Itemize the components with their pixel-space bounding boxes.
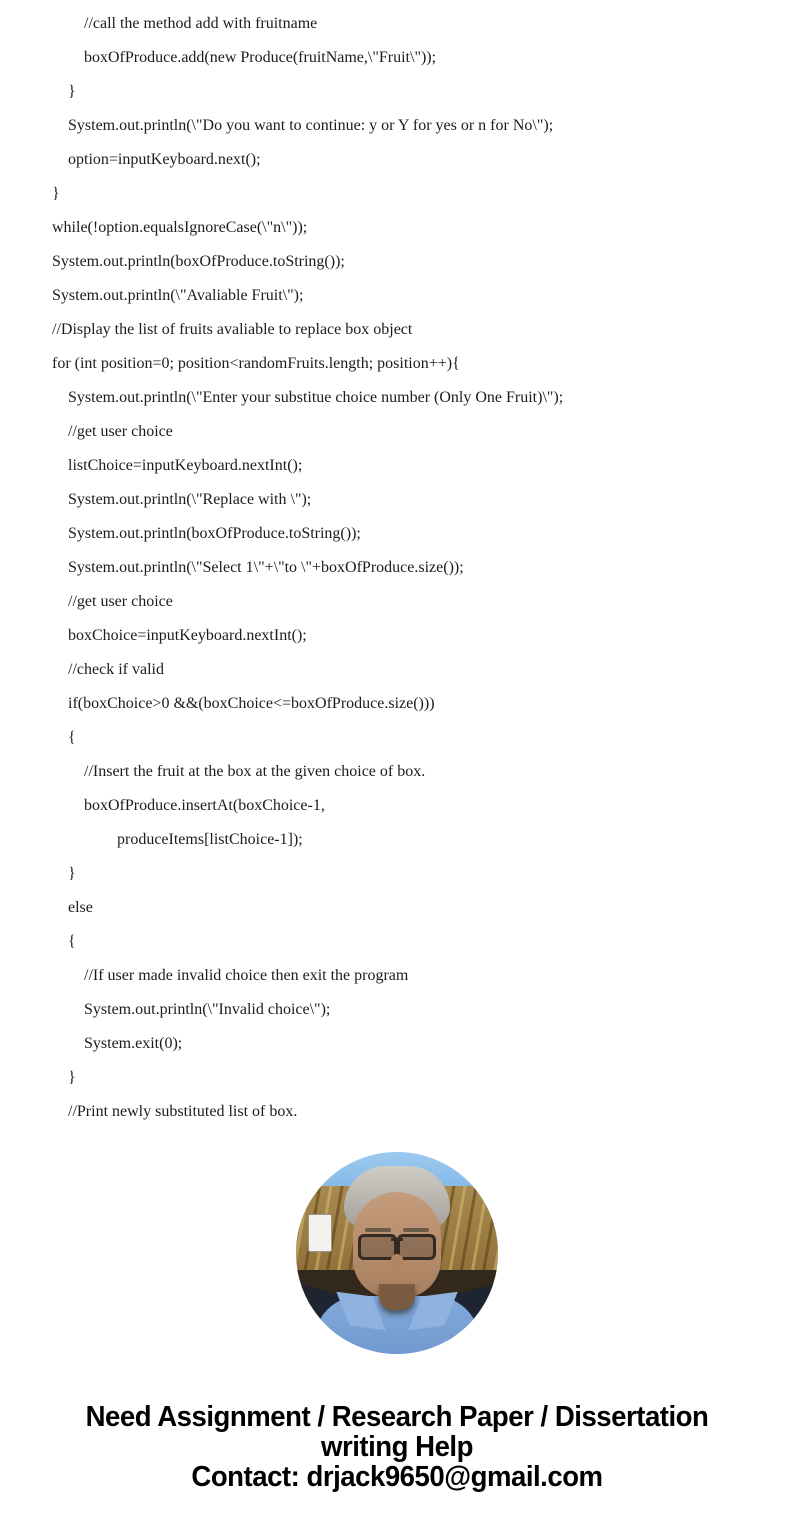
avatar-eyebrow-right xyxy=(403,1228,429,1232)
footer-line-1: Need Assignment / Research Paper / Dissertation xyxy=(85,1401,709,1433)
code-line: } xyxy=(52,185,60,202)
code-document xyxy=(0,7,794,1129)
footer-line-2: writing Help xyxy=(321,1431,473,1463)
code-line: listChoice=inputKeyboard.nextInt(); xyxy=(68,457,303,474)
code-line: boxChoice=inputKeyboard.nextInt(); xyxy=(68,627,307,644)
code-line: //If user made invalid choice then exit the program xyxy=(84,967,409,984)
code-line: //get user choice xyxy=(68,423,173,440)
code-line: //get user choice xyxy=(68,593,173,610)
code-line: //check if valid xyxy=(68,661,164,678)
code-line: //Print newly substituted list of box. xyxy=(68,1103,298,1120)
code-line: System.out.println(\"Invalid choice\"); xyxy=(84,1001,331,1018)
code-line: System.out.println(\"Select 1\"+\"to \"+boxOfProduce.size()); xyxy=(68,559,464,576)
code-line: //Insert the fruit at the box at the given choice of box. xyxy=(84,763,426,780)
code-line: } xyxy=(68,83,76,100)
code-line: boxOfProduce.add(new Produce(fruitName,\"Fruit\")); xyxy=(84,49,437,66)
code-line: produceItems[listChoice-1]); xyxy=(117,831,303,848)
code-line: //Display the list of fruits avaliable to replace box object xyxy=(52,321,413,338)
avatar-glasses-bridge xyxy=(391,1238,403,1241)
code-line: //call the method add with fruitname xyxy=(84,15,318,32)
footer-line-3: Contact: drjack9650@gmail.com xyxy=(191,1461,603,1493)
code-line: { xyxy=(68,729,76,746)
code-line: for (int position=0; position<randomFruits.length; position++){ xyxy=(52,355,460,372)
code-line: if(boxChoice>0 &&(boxChoice<=boxOfProduce.size())) xyxy=(68,695,435,712)
code-line: } xyxy=(68,865,76,882)
code-line: System.out.println(\"Do you want to continue: y or Y for yes or n for No\"); xyxy=(68,117,554,134)
code-line: System.out.println(\"Avaliable Fruit\"); xyxy=(52,287,304,304)
code-line: while(!option.equalsIgnoreCase(\"n\")); xyxy=(52,219,308,236)
code-line: { xyxy=(68,933,76,950)
code-line: boxOfProduce.insertAt(boxChoice-1, xyxy=(84,797,325,814)
code-line: System.out.println(boxOfProduce.toString()); xyxy=(68,525,361,542)
code-line: System.exit(0); xyxy=(84,1035,183,1052)
avatar-switch-plate xyxy=(308,1214,332,1252)
footer-ad xyxy=(20,1402,774,1492)
code-line: } xyxy=(68,1069,76,1086)
avatar-nose xyxy=(391,1254,403,1276)
code-line: option=inputKeyboard.next(); xyxy=(68,151,261,168)
avatar-face xyxy=(353,1192,441,1298)
code-line: System.out.println(boxOfProduce.toString()); xyxy=(52,253,345,270)
presenter-avatar xyxy=(296,1152,498,1354)
code-line: else xyxy=(68,899,93,916)
avatar-eyebrow-left xyxy=(365,1228,391,1232)
code-line: System.out.println(\"Enter your substitue choice number (Only One Fruit)\"); xyxy=(68,389,564,406)
avatar-glasses xyxy=(358,1234,436,1256)
avatar-neck xyxy=(379,1284,415,1310)
code-line: System.out.println(\"Replace with \"); xyxy=(68,491,312,508)
